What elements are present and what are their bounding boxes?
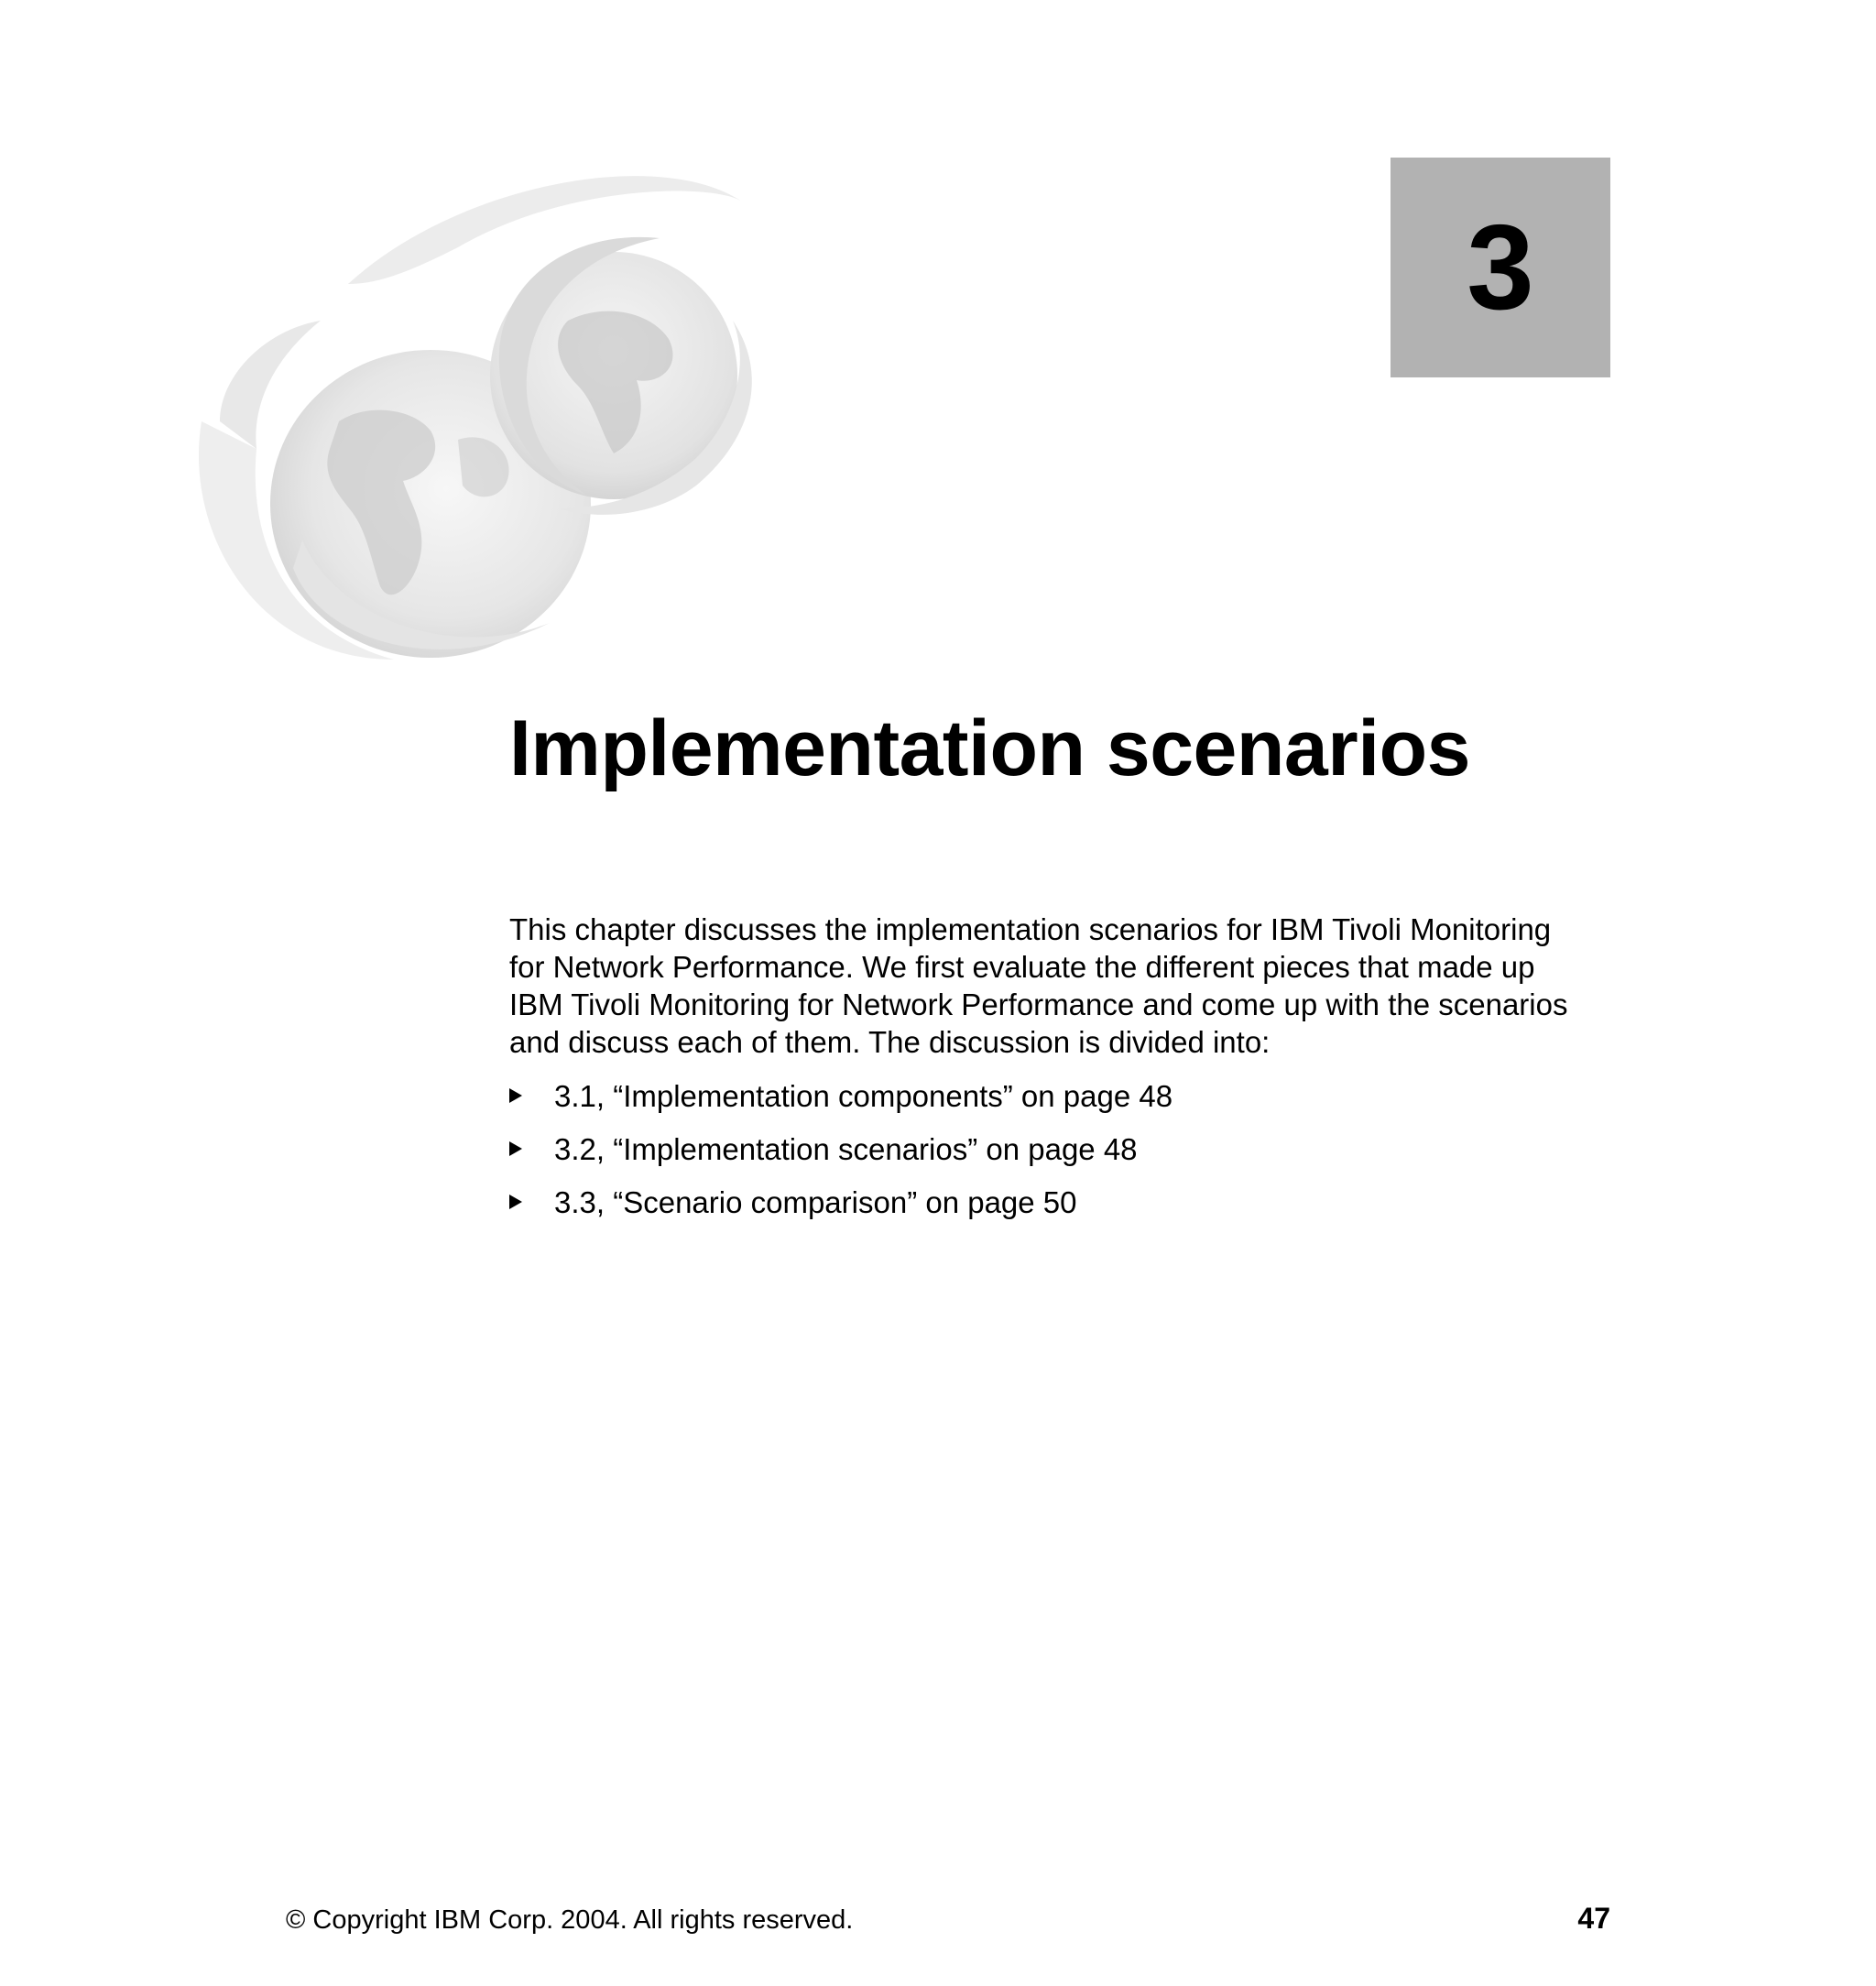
chapter-number-box: [1391, 158, 1610, 377]
list-item: [509, 1184, 1627, 1237]
intro-paragraph: [509, 911, 1627, 1061]
triangle-right-icon: [509, 1141, 522, 1156]
globe-swirl-icon: [183, 147, 843, 678]
intro-line: and discuss each of them. The discussion is divided into:: [509, 1025, 1271, 1059]
section-link-3-3[interactable]: 3.3, “Scenario comparison” on page 50: [554, 1185, 1077, 1219]
triangle-right-icon: [509, 1088, 522, 1103]
section-list: [509, 1077, 1627, 1237]
footer-copyright: © Copyright IBM Corp. 2004. All rights reserved.: [286, 1905, 854, 1935]
intro-line: for Network Performance. We first evaluate the different pieces that made up: [509, 950, 1535, 984]
intro-line: This chapter discusses the implementation scenarios for IBM Tivoli Monitoring: [509, 912, 1552, 946]
list-item: [509, 1077, 1627, 1130]
intro-line: IBM Tivoli Monitoring for Network Performance and come up with the scenarios: [509, 988, 1568, 1021]
triangle-right-icon: [509, 1195, 522, 1209]
list-item: [509, 1130, 1627, 1184]
section-link-3-2[interactable]: 3.2, “Implementation scenarios” on page 48: [554, 1132, 1138, 1166]
chapter-title: Implementation scenarios: [509, 704, 1470, 792]
page-number: 47: [1577, 1902, 1610, 1935]
chapter-number: 3: [1467, 200, 1534, 334]
section-link-3-1[interactable]: 3.1, “Implementation components” on page 48: [554, 1079, 1173, 1113]
